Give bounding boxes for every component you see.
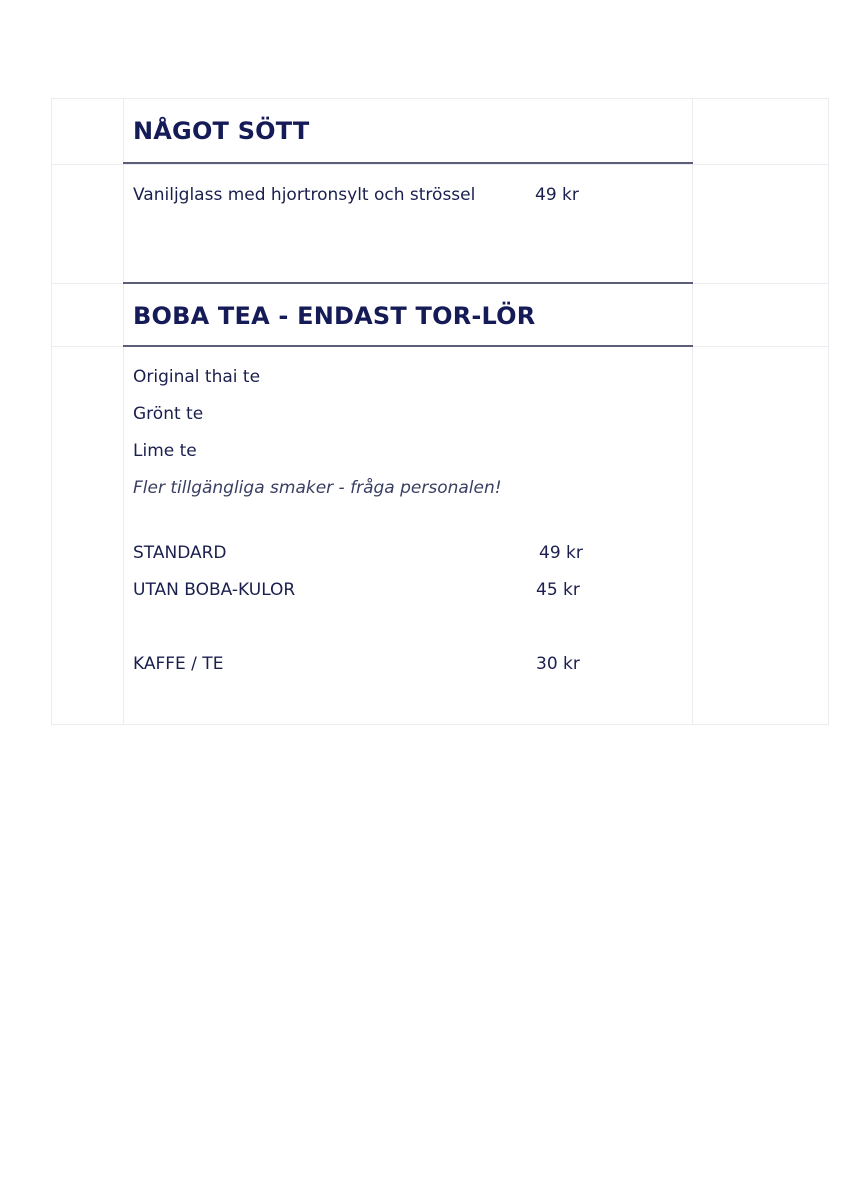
menu-item-price: 45 kr [536,580,580,600]
menu-item-price: 49 kr [535,185,579,205]
grid-line [828,98,829,725]
grid-line [51,724,829,725]
section-divider [123,282,693,284]
menu-item-name: KAFFE / TE [133,654,224,674]
flavor-item: Lime te [133,441,197,461]
grid-line [123,98,124,725]
section-heading: NÅGOT SÖTT [133,117,310,145]
menu-item-name: UTAN BOBA-KULOR [133,580,296,600]
flavor-item: Grönt te [133,404,204,424]
section-divider [123,162,693,164]
grid-line [51,98,52,725]
flavor-item: Original thai te [133,367,261,387]
menu-item-name: STANDARD [133,543,227,563]
grid-line [692,98,693,725]
flavor-note: Fler tillgängliga smaker - fråga personalen! [133,478,502,498]
menu-item-price: 30 kr [536,654,580,674]
grid-line [51,164,829,165]
menu-item-price: 49 kr [539,543,583,563]
section-heading: BOBA TEA - ENDAST TOR-LÖR [133,302,536,330]
section-divider [123,345,693,347]
menu-item-name: Vaniljglass med hjortronsylt och strössel [133,185,476,205]
grid-line [51,98,829,99]
